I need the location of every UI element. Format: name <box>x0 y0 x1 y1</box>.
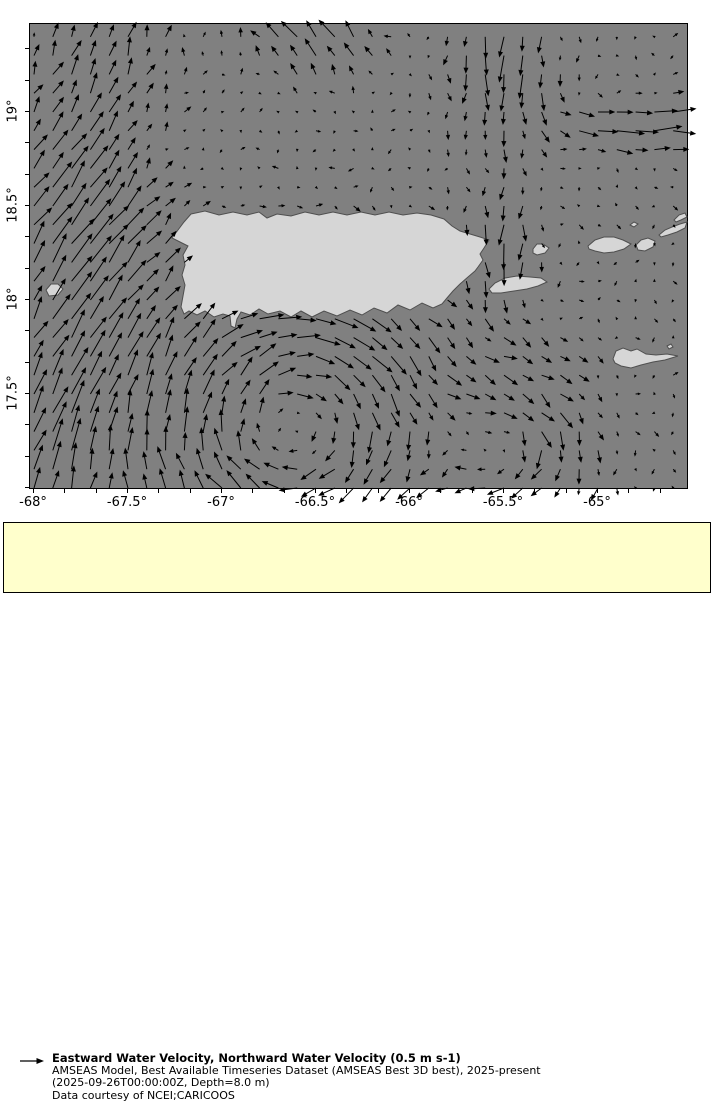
y-axis-label: 18.5° <box>6 187 21 222</box>
y-axis-tick <box>25 48 29 49</box>
x-axis-tick <box>221 489 222 493</box>
x-axis-label: -67° <box>207 495 235 510</box>
y-axis-tick <box>25 487 29 488</box>
land-st-thomas <box>588 237 631 253</box>
land-tortola <box>659 222 687 237</box>
y-axis-label: 19° <box>6 99 21 122</box>
x-axis-tick <box>315 489 316 493</box>
x-axis-tick <box>346 489 347 493</box>
x-axis-label: -66° <box>395 495 423 510</box>
y-axis-tick <box>25 456 29 457</box>
y-axis-label: 17.5° <box>6 375 21 410</box>
x-axis-tick <box>503 489 504 493</box>
y-axis-tick <box>25 142 29 143</box>
x-axis-tick <box>190 489 191 493</box>
legend-time-depth-line: (2025-09-26T00:00:00Z, Depth=8.0 m) <box>52 1077 541 1090</box>
x-axis-tick <box>440 489 441 493</box>
y-axis-tick <box>25 268 29 269</box>
land-culebra <box>533 244 549 255</box>
x-axis-tick <box>64 489 65 493</box>
x-axis-tick <box>409 489 410 493</box>
x-axis-label: -65.5° <box>483 495 523 510</box>
x-axis-tick <box>534 489 535 493</box>
legend-dataset-line: AMSEAS Model, Best Available Timeseries Dataset (AMSEAS Best 3D best), 2025-present <box>52 1065 541 1078</box>
x-axis-tick <box>33 489 34 493</box>
legend-text-block <box>52 1052 541 1102</box>
map-plot-area <box>29 23 688 489</box>
x-axis-tick <box>378 489 379 493</box>
y-axis-tick <box>25 205 29 206</box>
x-axis-tick <box>127 489 128 493</box>
y-axis-tick <box>25 174 29 175</box>
x-axis-label: -66.5° <box>295 495 335 510</box>
land-mona-island <box>46 284 63 296</box>
x-axis-label: -67.5° <box>107 495 147 510</box>
land-jost-van-dyke <box>630 222 638 227</box>
x-axis-tick <box>158 489 159 493</box>
y-axis-label: 18° <box>6 287 21 310</box>
y-axis-tick <box>25 424 29 425</box>
x-axis-tick <box>96 489 97 493</box>
x-axis-label: -68° <box>19 495 47 510</box>
legend-title: Eastward Water Velocity, Northward Water Velocity (0.5 m s-1) <box>52 1052 541 1065</box>
y-axis-tick <box>25 393 29 394</box>
y-axis-tick <box>25 362 29 363</box>
y-axis-tick <box>25 299 29 300</box>
y-axis-tick <box>25 111 29 112</box>
x-axis-tick <box>597 489 598 493</box>
x-axis-tick <box>284 489 285 493</box>
land-buck-island <box>667 344 673 349</box>
y-axis-tick <box>25 330 29 331</box>
x-axis-tick <box>660 489 661 493</box>
legend-credit-line: Data courtesy of NCEI;CARICOOS <box>52 1090 541 1102</box>
x-axis-tick <box>252 489 253 493</box>
x-axis-tick <box>472 489 473 493</box>
land-st-john <box>636 238 655 251</box>
legend-reference-arrow-icon <box>18 1054 48 1068</box>
y-axis-tick <box>25 236 29 237</box>
land-virgin-gorda <box>674 213 687 222</box>
land-st-croix <box>613 348 678 368</box>
quiver-field <box>30 24 689 490</box>
x-axis-tick <box>628 489 629 493</box>
land-puerto-rico <box>172 211 489 328</box>
legend-box <box>3 522 711 593</box>
y-axis-tick <box>25 80 29 81</box>
land-vieques <box>489 276 547 293</box>
x-axis-tick <box>566 489 567 493</box>
x-axis-label: -65° <box>583 495 611 510</box>
